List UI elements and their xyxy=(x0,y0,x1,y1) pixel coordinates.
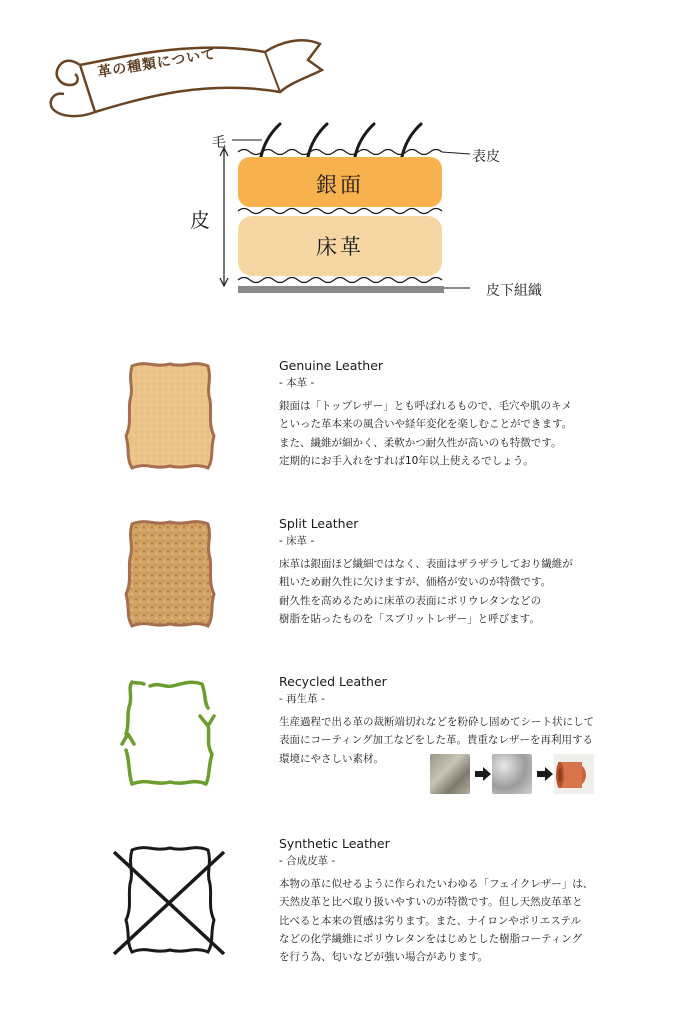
recycle-hide-icon xyxy=(110,674,230,794)
banner-title: 革の種類について xyxy=(96,46,218,81)
recycled-leather-roll-image xyxy=(554,754,594,794)
section-title: Synthetic Leather xyxy=(279,836,390,851)
section-subtitle: - 再生革 - xyxy=(279,693,325,705)
leather-layer-diagram xyxy=(180,110,580,310)
section-title: Genuine Leather xyxy=(279,358,384,373)
crossed-hide-icon xyxy=(110,832,230,952)
section-subtitle: - 床革 - xyxy=(279,535,315,547)
hair-label: 毛 xyxy=(212,135,226,151)
genuine-leather-section xyxy=(110,358,640,478)
synthetic-leather-section xyxy=(110,832,640,962)
skin-label: 皮 xyxy=(190,208,210,232)
shredded-fiber-image xyxy=(492,754,532,794)
subcutaneous-label: 皮下組織 xyxy=(486,283,542,299)
recycled-leather-section xyxy=(110,674,640,799)
section-title: Recycled Leather xyxy=(279,674,387,689)
split-layer-label: 床革 xyxy=(316,235,364,259)
recycling-process-images xyxy=(430,754,682,794)
section-subtitle: - 本革 - xyxy=(279,377,315,389)
hide-icon-genuine xyxy=(110,358,230,478)
section-body: 本物の革に似せるように作られたいわゆる「フェイクレザー」は、 天然皮革と比べ取り扱いやすいのが特徴です。但し天然皮革革と 比べると本来の質感は劣ります。また、ナイロンやポリエステル などの化学繊維にポリウレタンをはじめとした樹脂コーティング を行う為、匂いなどが強い場合があります。 xyxy=(279,878,594,964)
section-body: 床革は銀面ほど繊細ではなく、表面はザラザラしており繊維が 粗いため耐久性に欠けますが、価格が安いのが特徴です。 耐久性を高めるために床革の表面にポリウレタンなどの 樹脂を貼ったものを「スプリットレザー」と呼びます。 xyxy=(279,558,573,625)
arrow-right-icon xyxy=(537,767,553,781)
epidermis-label: 表皮 xyxy=(472,149,500,165)
split-leather-section xyxy=(110,516,640,636)
section-body: 銀面は「トップレザー」とも呼ばれるもので、毛穴や肌のキメ といった革本来の風合いや経年変化を楽しむことができます。 また、繊維が細かく、柔軟かつ耐久性が高いのも特徴です。 定期的にお手入れをすれば10年以上使えるでしょう。 xyxy=(279,400,573,467)
grain-layer-label: 銀面 xyxy=(316,173,364,197)
scrap-leather-image xyxy=(430,754,470,794)
arrow-right-icon xyxy=(475,767,491,781)
section-body: 生産過程で出る革の裁断端切れなどを粉砕し固めてシート状にして 表面にコーティング加工などをした革。貴重なレザーを再利用する 環境にやさしい素材。 xyxy=(279,716,594,765)
section-subtitle: - 合成皮革 - xyxy=(279,855,336,867)
hide-icon-split xyxy=(110,516,230,636)
section-title: Split Leather xyxy=(279,516,359,531)
